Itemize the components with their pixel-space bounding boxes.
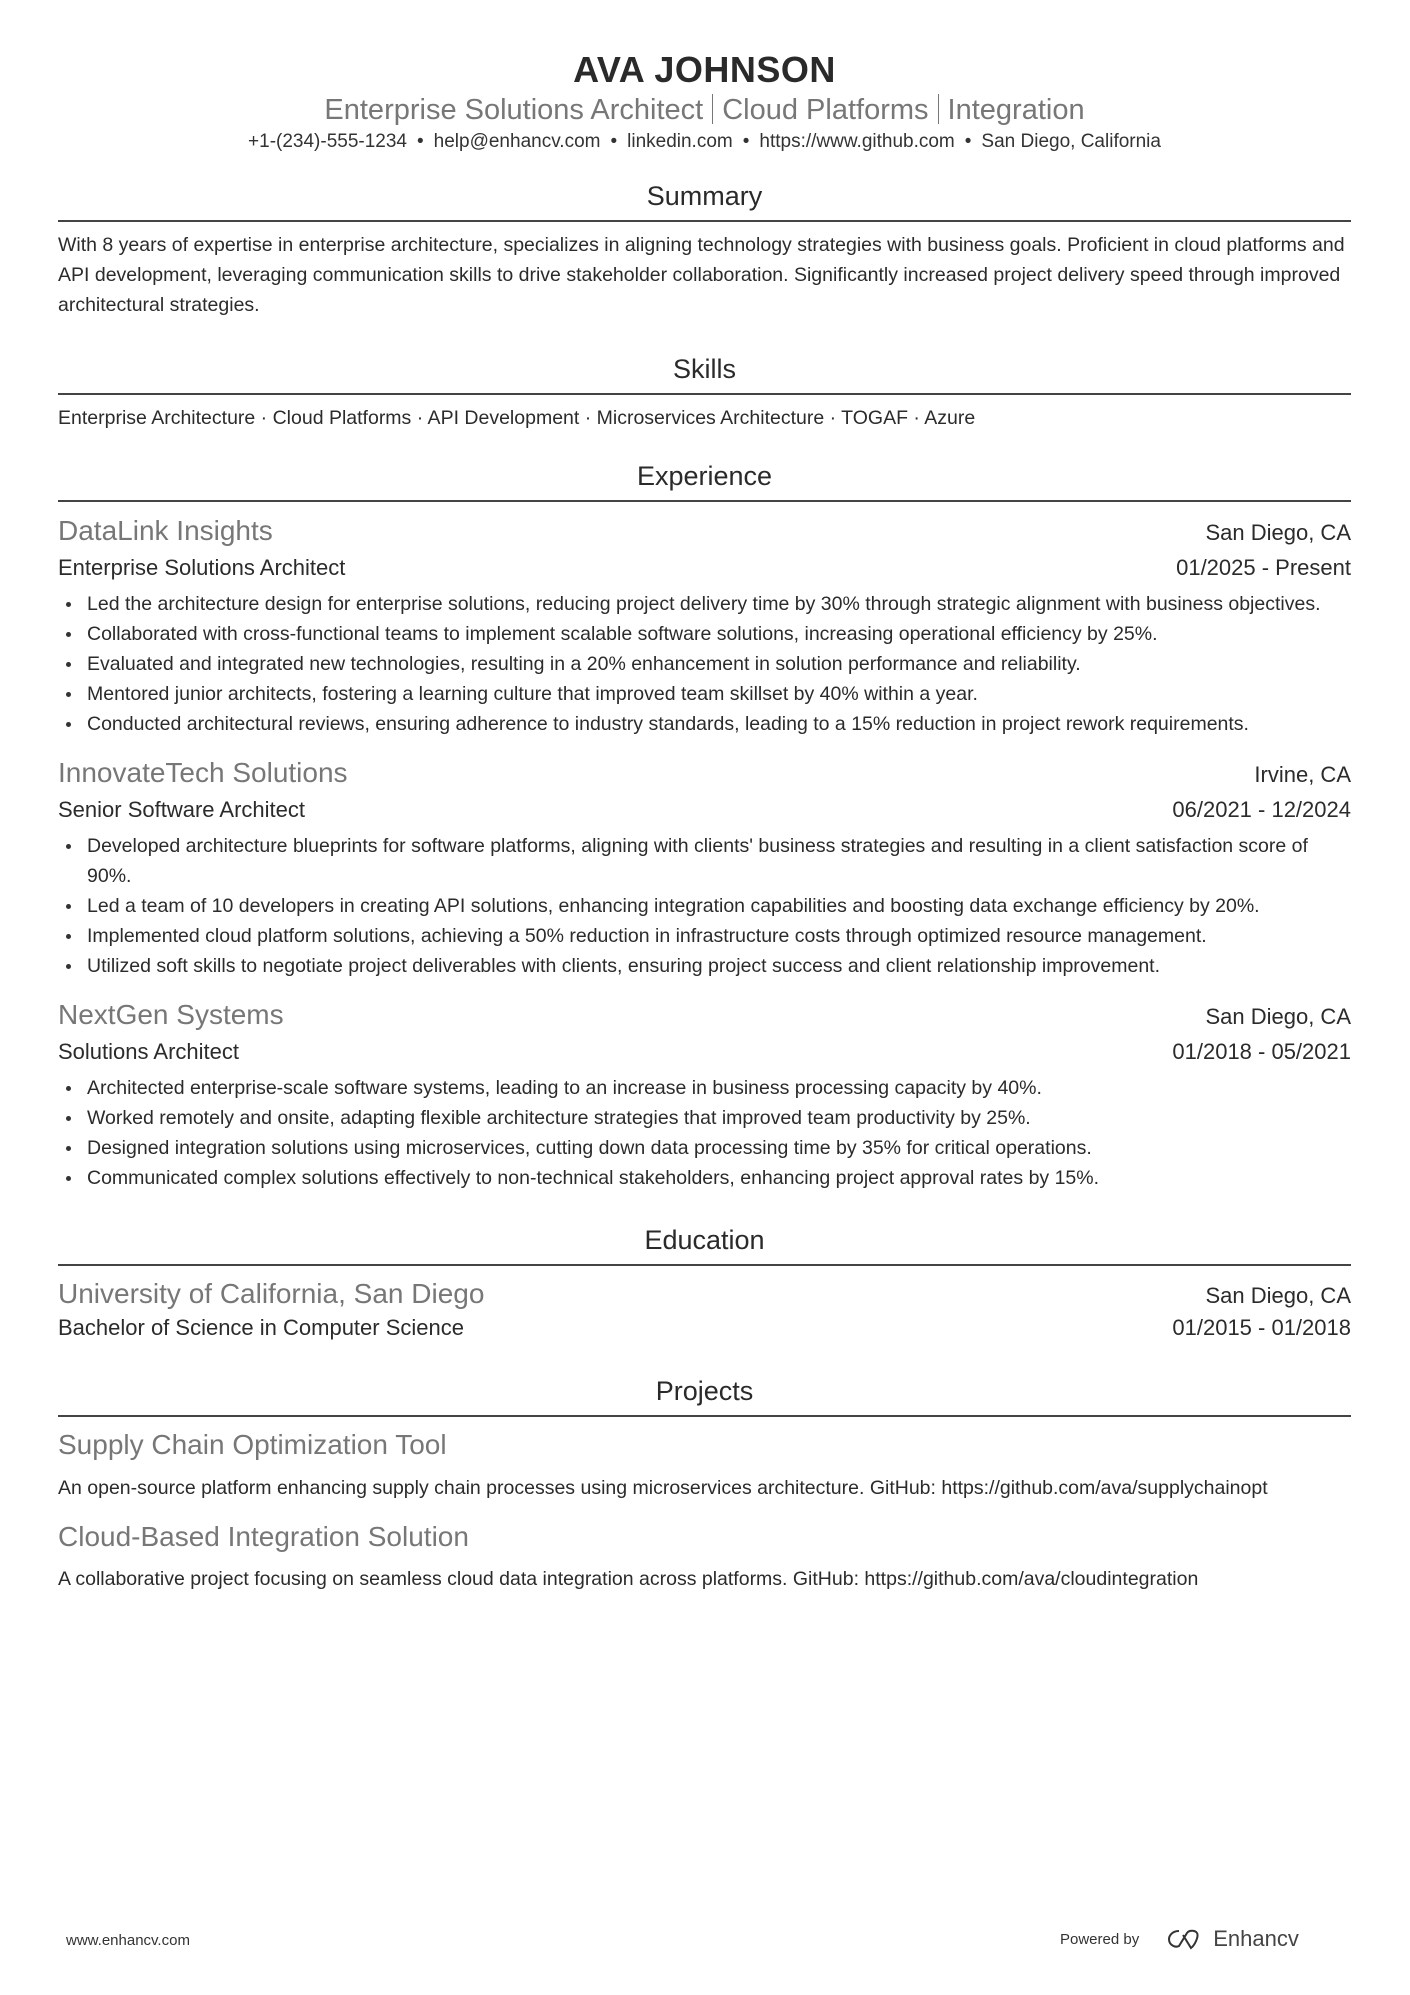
headline-title: Cloud Platforms [722, 94, 929, 126]
job-location: Irvine, CA [1254, 762, 1351, 787]
job-dates: 01/2018 - 05/2021 [1172, 1039, 1351, 1064]
github-link[interactable]: https://www.github.com [759, 131, 955, 152]
company-name: NextGen Systems [58, 999, 284, 1030]
job-bullets [58, 589, 1351, 739]
education-details [58, 1313, 1351, 1343]
email-link[interactable]: help@enhancv.com [433, 131, 601, 152]
footer-website[interactable]: www.enhancv.com [66, 1932, 190, 1949]
job-subheader [58, 553, 1351, 583]
contact-info: +1-(234)-555-1234 • help@enhancv.com • linkedin.com • https://www.github.com • San Diego, California [248, 131, 1161, 152]
degree: Bachelor of Science in Computer Science [58, 1315, 464, 1340]
job-header [58, 756, 1351, 792]
bullet-item: Led a team of 10 developers in creating API solutions, enhancing integration capabilities and boosting data exchange efficiency by 20%. [87, 891, 1351, 921]
section-heading-projects: Projects [58, 1373, 1351, 1417]
project-title: Cloud-Based Integration Solution [58, 1521, 469, 1552]
divider [712, 94, 713, 124]
resume [58, 0, 1351, 1594]
job-title: Solutions Architect [58, 1039, 239, 1064]
bullet-item: Developed architecture blueprints for software platforms, aligning with clients' business strategies and resulting in a client satisfaction score of 90%. [87, 831, 1351, 891]
job-bullets [58, 831, 1351, 981]
education-dates: 01/2015 - 01/2018 [1172, 1315, 1351, 1340]
job-dates: 06/2021 - 12/2024 [1172, 797, 1351, 822]
section-heading-experience: Experience [58, 458, 1351, 502]
enhancv-logo-icon [1165, 1927, 1205, 1951]
location: San Diego, California [981, 131, 1161, 152]
job-entry [58, 514, 1351, 739]
job-entry [58, 998, 1351, 1193]
company-name: InnovateTech Solutions [58, 757, 348, 788]
section-heading-summary: Summary [58, 178, 1351, 222]
candidate-name: AVA JOHNSON [573, 49, 836, 90]
phone: +1-(234)-555-1234 [248, 131, 407, 152]
job-header [58, 998, 1351, 1034]
school-name: University of California, San Diego [58, 1278, 485, 1309]
job-location: San Diego, CA [1205, 1004, 1351, 1029]
powered-by-label: Powered by [1060, 1930, 1140, 1948]
project-title: Supply Chain Optimization Tool [58, 1429, 447, 1460]
job-header [58, 514, 1351, 550]
bullet-item: Communicated complex solutions effectively to non-technical stakeholders, enhancing project approval rates by 15%. [87, 1163, 1351, 1193]
headline [58, 92, 1351, 128]
bullet-item: Collaborated with cross-functional teams to implement scalable software solutions, increasing operational efficiency by 25%. [87, 619, 1351, 649]
job-title: Senior Software Architect [58, 797, 306, 822]
job-title: Enterprise Solutions Architect [58, 555, 346, 580]
experience-list [58, 514, 1351, 1193]
job-bullets [58, 1073, 1351, 1193]
footer-branding [1060, 1926, 1299, 1952]
linkedin-link[interactable]: linkedin.com [627, 131, 733, 152]
headline-title: Enterprise Solutions Architect [324, 94, 704, 126]
bullet-item: Conducted architectural reviews, ensuring adherence to industry standards, leading to a 15% reduction in project rework requirements. [87, 709, 1351, 739]
bullet-item: Worked remotely and onsite, adapting flexible architecture strategies that improved team productivity by 25%. [87, 1103, 1351, 1133]
enhancv-brand: Enhancv [1213, 1926, 1299, 1951]
job-subheader [58, 1037, 1351, 1067]
section-heading-education: Education [58, 1222, 1351, 1266]
bullet-item: Utilized soft skills to negotiate project deliverables with clients, ensuring project success and client relationship improvement. [87, 951, 1351, 981]
skills-list: Enterprise Architecture · Cloud Platforms · API Development · Microservices Architecture · TOGAF · Azure [58, 407, 976, 429]
company-name: DataLink Insights [58, 515, 273, 546]
bullet-item: Architected enterprise-scale software systems, leading to an increase in business processing capacity by 40%. [87, 1073, 1351, 1103]
summary-text: With 8 years of expertise in enterprise architecture, specializes in aligning technology strategies with business goals. Proficient in cloud platforms and API development, leveraging communication skills to drive stakeholder collaboration. Significantly increased project delivery speed through improved architectural strategies. [58, 234, 1345, 316]
divider [938, 94, 939, 124]
headline-title: Integration [947, 94, 1085, 126]
bullet-item: Evaluated and integrated new technologies, resulting in a 20% enhancement in solution performance and reliability. [87, 649, 1351, 679]
project-description: A collaborative project focusing on seamless cloud data integration across platforms. GitHub: https://github.com/ava/cloudintegration [58, 1568, 1199, 1590]
school-location: San Diego, CA [1205, 1283, 1351, 1308]
job-location: San Diego, CA [1205, 520, 1351, 545]
section-heading-skills: Skills [58, 351, 1351, 395]
bullet-item: Implemented cloud platform solutions, achieving a 50% reduction in infrastructure costs through optimized resource management. [87, 921, 1351, 951]
job-subheader [58, 795, 1351, 825]
bullet-item: Designed integration solutions using microservices, cutting down data processing time by 35% for critical operations. [87, 1133, 1351, 1163]
education-entry [58, 1277, 1351, 1313]
bullet-item: Mentored junior architects, fostering a learning culture that improved team skillset by 40% within a year. [87, 679, 1351, 709]
bullet-item: Led the architecture design for enterprise solutions, reducing project delivery time by 30% through strategic alignment with business objectives. [87, 589, 1351, 619]
job-entry [58, 756, 1351, 981]
job-dates: 01/2025 - Present [1176, 555, 1351, 580]
project-description: An open-source platform enhancing supply chain processes using microservices architecture. GitHub: https://github.com/ava/supplychainopt [58, 1477, 1268, 1499]
